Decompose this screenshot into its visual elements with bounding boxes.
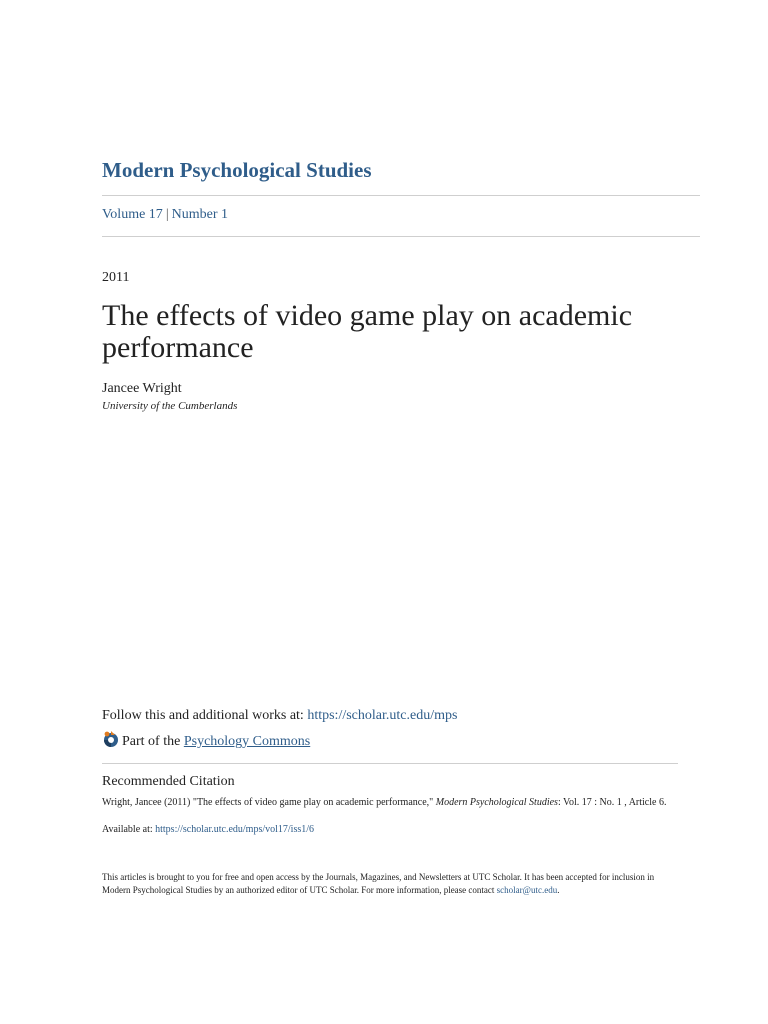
divider	[102, 236, 700, 237]
volume-issue-line	[102, 207, 228, 223]
journal-title[interactable]: Modern Psychological Studies	[102, 158, 372, 182]
part-of-prefix: Part of the	[122, 734, 184, 749]
article-title: The effects of video game play on academic performance	[102, 299, 633, 364]
volume-link[interactable]: Volume 17	[102, 207, 163, 222]
citation-text-after: : Vol. 17 : No. 1 , Article 6.	[557, 797, 667, 808]
access-notice-text: This articles is brought to you for free and open access by the Journals, Magazines, and Newsletters at UTC Scholar. It has been accepted for inclusion in Modern Psychological Studies by an authorized editor of UTC Scholar. For more information, please contact	[102, 872, 655, 895]
publication-year: 2011	[102, 270, 130, 285]
part-of-line	[102, 730, 310, 750]
available-at-line	[102, 824, 314, 835]
access-notice-end: .	[557, 885, 560, 895]
psychology-commons-link[interactable]: Psychology Commons	[183, 734, 311, 749]
available-url-link[interactable]: https://scholar.utc.edu/mps/vol17/iss1/6	[155, 824, 315, 835]
author-affiliation: University of the Cumberlands	[102, 400, 238, 412]
contact-email-link[interactable]: scholar@utc.edu	[496, 885, 558, 895]
follow-prefix: Follow this and additional works at:	[102, 708, 308, 723]
network-commons-icon	[102, 730, 120, 748]
number-link[interactable]: Number 1	[171, 207, 229, 222]
available-prefix: Available at:	[102, 824, 156, 835]
divider	[102, 763, 678, 764]
recommended-citation-heading: Recommended Citation	[102, 774, 235, 789]
citation-text-before: Wright, Jancee (2011) "The effects of video game play on academic performance,"	[102, 797, 436, 808]
divider	[102, 195, 700, 196]
follow-line	[102, 708, 457, 724]
separator: |	[165, 207, 169, 222]
citation-journal: Modern Psychological Studies	[435, 797, 558, 808]
citation-text	[102, 796, 672, 809]
follow-url-link[interactable]: https://scholar.utc.edu/mps	[307, 708, 458, 723]
author-name: Jancee Wright	[102, 381, 182, 396]
open-access-notice	[102, 871, 677, 897]
